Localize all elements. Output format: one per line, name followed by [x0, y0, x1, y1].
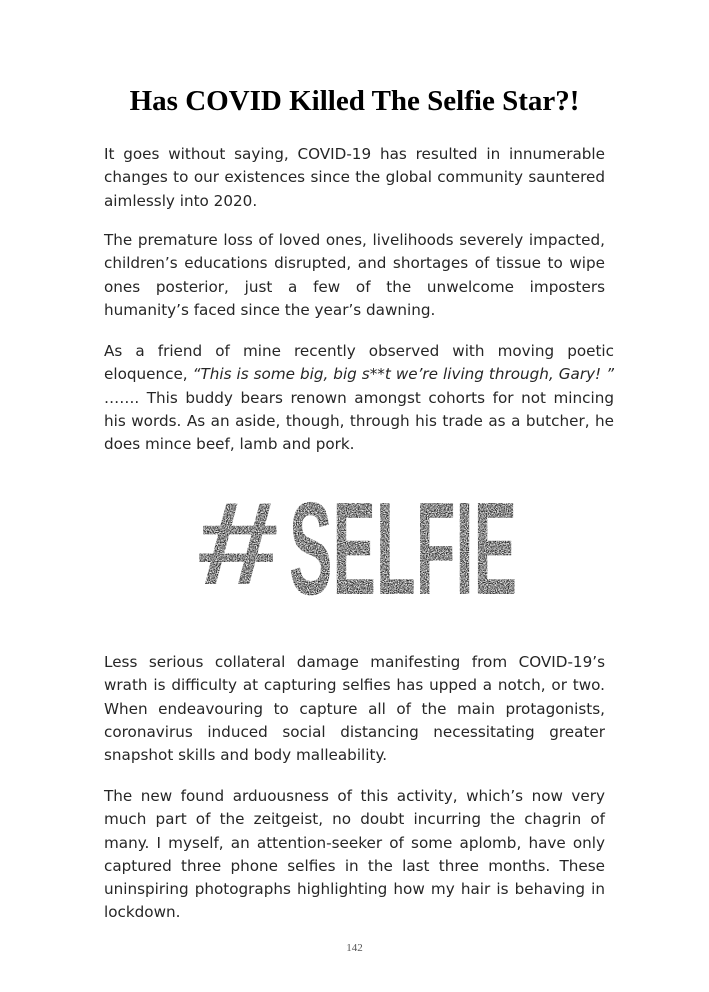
hash-symbol: #	[197, 478, 279, 610]
paragraph-4: Less serious collateral damage manifesting from COVID-19’s wrath is difficulty at capturing selfies has upped a notch, or two. When endeavouring to capture all of the main protagonists, coronavirus induced social distancing necessitating greater snapshot skills and body malleability.	[104, 653, 605, 765]
paragraph-3-rest: ……. This buddy bears renown amongst cohorts for not mincing his words. As an aside, though, through his trade as a butcher, he does mince beef, lamb and pork.	[104, 388, 614, 454]
page-title: Has COVID Killed The Selfie Star?!	[129, 85, 580, 117]
page-number: 142	[346, 942, 363, 954]
paragraph-3	[104, 340, 614, 456]
banner-letters	[197, 475, 517, 622]
paragraph-3-intro: As a friend of mine recently observed with moving poetic eloquence,	[104, 342, 614, 384]
paragraph-5: The new found arduousness of this activity, which’s now very much part of the zeitgeist, no doubt incurring the chagrin of many. I myself, an attention-seeker of some aplomb, have only captured three phone selfies in the last three months. These uninspiring photographs highlighting how my hair is behaving in lockdown.	[104, 787, 605, 922]
selfie-word: SELFIE	[289, 475, 517, 622]
paragraph-2: The premature loss of loved ones, livelihoods severely impacted, children’s educations disrupted, and shortages of tissue to wipe ones posterior, just a few of the unwelcome imposters humanity’s faced since the year’s dawning.	[104, 231, 605, 319]
selfie-hashtag-image	[193, 475, 519, 622]
paragraph-1: It goes without saying, COVID-19 has resulted in innumerable changes to our existences since the global community sauntered aimlessly into 2020.	[104, 145, 605, 210]
friend-quote: “This is some big, big s**t we’re living through, Gary! ”	[192, 365, 615, 384]
